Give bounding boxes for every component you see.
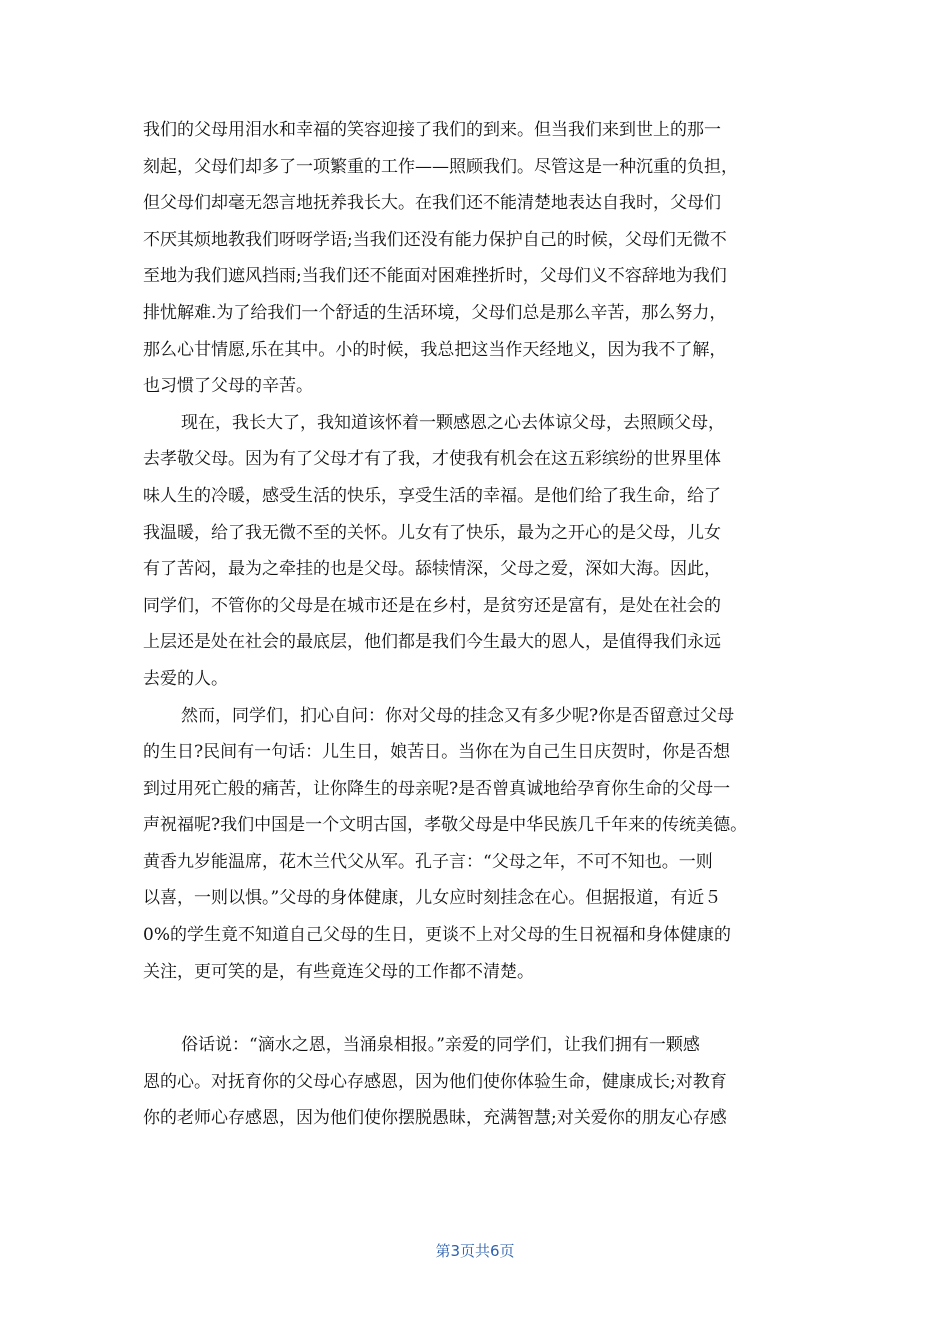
text-line: 我们的父母用泪水和幸福的笑容迎接了我们的到来。但当我们来到世上的那一: [143, 120, 721, 140]
text-line: 然而，同学们，扪心自问：你对父母的挂念又有多少呢?你是否留意过父母: [181, 705, 735, 726]
text-line: 那么心甘情愿,乐在其中。小的时候，我总把这当作天经地义，因为我不了解，: [143, 339, 727, 360]
page-number-footer: 第3页共6页: [435, 1242, 515, 1260]
text-line: 你的老师心存感恩，因为他们使你摆脱愚昧，充满智慧;对关爱你的朋友心存感: [143, 1108, 727, 1129]
text-line: 俗话说：“滴水之恩，当涌泉相报。”亲爱的同学们，让我们拥有一颗感: [181, 1035, 700, 1056]
paragraph-spacer: [143, 990, 823, 1027]
paragraph-2: [143, 405, 823, 698]
text-line: 去孝敬父母。因为有了父母才有了我，才使我有机会在这五彩缤纷的世界里体: [143, 449, 721, 470]
text-line: 也习惯了父母的辛苦。: [143, 376, 313, 397]
text-line: 上层还是处在社会的最底层，他们都是我们今生最大的恩人，是值得我们永远: [143, 632, 721, 653]
text-line: 恩的心。对抚育你的父母心存感恩，因为他们使你体验生命，健康成长;对教育: [143, 1071, 727, 1092]
text-line: 不厌其烦地教我们呀呀学语;当我们还没有能力保护自己的时候，父母们无微不: [143, 229, 727, 250]
text-line: 我温暖，给了我无微不至的关怀。儿女有了快乐，最为之开心的是父母，儿女: [143, 522, 721, 543]
document-body: [143, 112, 823, 1137]
text-line: 排忧解难.为了给我们一个舒适的生活环境，父母们总是那么辛苦，那么努力，: [143, 302, 727, 323]
text-line: 去爱的人。: [143, 668, 228, 689]
text-line: 关注，更可笑的是，有些竟连父母的工作都不清楚。: [143, 961, 534, 982]
paragraph-4: [143, 1027, 823, 1137]
text-line: 0%的学生竟不知道自己父母的生日，更谈不上对父母的生日祝福和身体健康的: [143, 925, 731, 946]
text-line: 现在，我长大了，我知道该怀着一颗感恩之心去体谅父母，去照顾父母，: [181, 412, 725, 433]
text-line: 以喜，一则以惧。”父母的身体健康，儿女应时刻挂念在心。但据报道，有近５: [143, 888, 722, 909]
paragraph-1: [143, 112, 823, 405]
paragraph-3: [143, 698, 823, 991]
text-line: 黄香九岁能温席，花木兰代父从军。孔子言：“父母之年，不可不知也。一则: [143, 851, 713, 872]
text-line: 至地为我们遮风挡雨;当我们还不能面对困难挫折时，父母们义不容辞地为我们: [143, 266, 727, 287]
text-line: 但父母们却毫无怨言地抚养我长大。在我们还不能清楚地表达自我时，父母们: [143, 193, 721, 214]
text-line: 同学们，不管你的父母是在城市还是在乡村，是贫穷还是富有，是处在社会的: [143, 595, 721, 616]
text-line: 有了苦闷，最为之牵挂的也是父母。舔犊情深，父母之爱，深如大海。因此，: [143, 559, 721, 580]
text-line: 刻起，父母们却多了一项繁重的工作——照顾我们。尽管这是一种沉重的负担，: [143, 156, 738, 177]
text-line: 味人生的冷暖，感受生活的快乐，享受生活的幸福。是他们给了我生命，给了: [143, 485, 721, 506]
text-line: 到过用死亡般的痛苦，让你降生的母亲呢?是否曾真诚地给孕育你生命的父母一: [143, 778, 731, 799]
text-line: 声祝福呢?我们中国是一个文明古国，孝敬父母是中华民族几千年来的传统美德。: [143, 815, 748, 836]
text-line: 的生日?民间有一句话：儿生日，娘苦日。当你在为自己生日庆贺时，你是否想: [143, 742, 731, 763]
